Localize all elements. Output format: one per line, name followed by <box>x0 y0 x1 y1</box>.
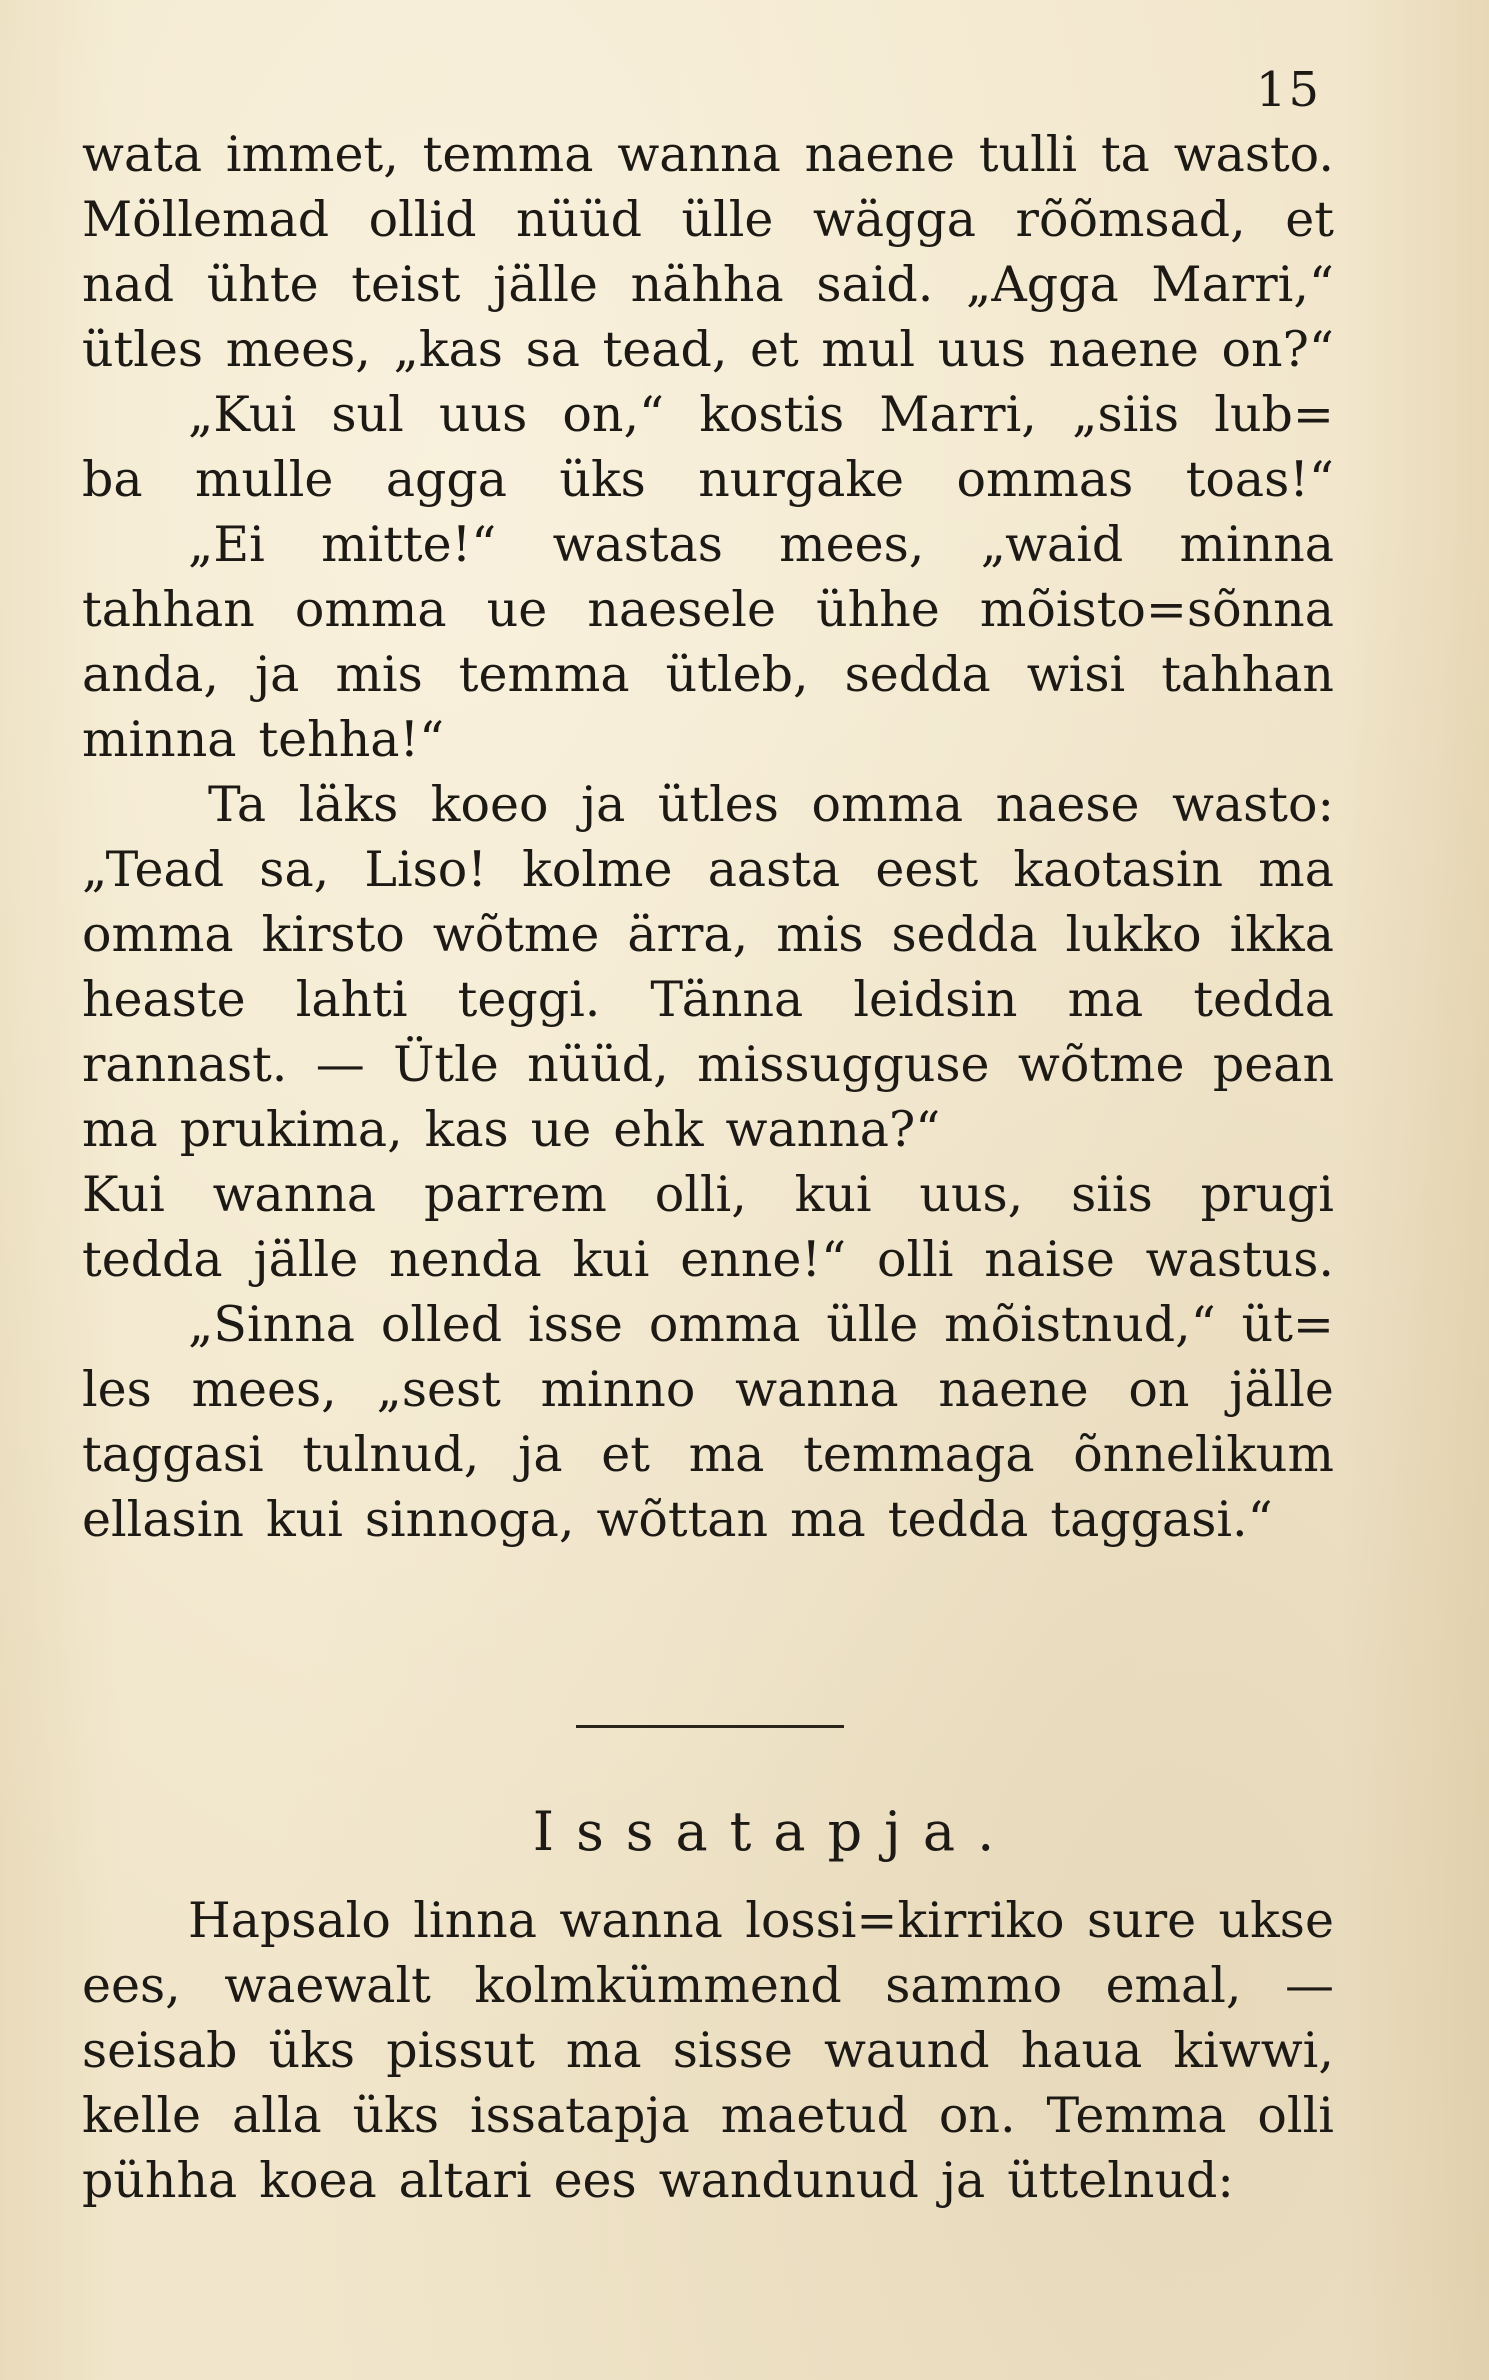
text-line: Ta läks koeo ja ütles omma naese wasto: <box>208 776 1334 833</box>
text-line: minna tehha!“ <box>82 711 445 768</box>
text-line: tahhan omma ue naesele ühhe mõisto=sõnna <box>82 581 1334 638</box>
text-line: Möllemad ollid nüüd ülle wägga rõõmsad, et <box>82 191 1334 248</box>
text-line: „Tead sa, Liso! kolme aasta eest kaotasin ma <box>82 841 1334 898</box>
text-line: nad ühte teist jälle nähha said. „Agga Marri,“ <box>82 256 1334 313</box>
text-line: heaste lahti teggi. Tänna leidsin ma tedda <box>82 971 1334 1028</box>
text-line: wata immet, temma wanna naene tulli ta wasto. <box>82 126 1334 183</box>
section-divider <box>576 1725 844 1728</box>
text-line: „Kui sul uus on,“ kostis Marri, „siis lub= <box>188 386 1334 443</box>
text-line: ees, waewalt kolmkümmend sammo emal, — <box>82 1957 1334 2014</box>
paragraph-block-new-story <box>82 1888 1334 2213</box>
text-line: tedda jälle nenda kui enne!“ olli naise wastus. <box>82 1231 1334 1288</box>
text-line: ma prukima, kas ue ehk wanna?“ <box>82 1101 941 1158</box>
text-line: „Ei mitte!“ wastas mees, „waid minna <box>188 516 1334 573</box>
paragraph-block-story-end <box>82 122 1334 1552</box>
text-line: taggasi tulnud, ja et ma temmaga õnnelikum <box>82 1426 1334 1483</box>
text-line: rannast. — Ütle nüüd, missugguse wõtme pean <box>82 1036 1334 1093</box>
text-line: ba mulle agga üks nurgake ommas toas!“ <box>82 451 1334 508</box>
text-line: ellasin kui sinnoga, wõttan ma tedda taggasi.“ <box>82 1491 1273 1548</box>
text-line: anda, ja mis temma ütleb, sedda wisi tahhan <box>82 646 1334 703</box>
text-line: seisab üks pissut ma sisse waund haua kiwwi, <box>82 2022 1334 2079</box>
text-line: ütles mees, „kas sa tead, et mul uus naene on?“ <box>82 321 1334 378</box>
text-line: Kui wanna parrem olli, kui uus, siis prugi <box>82 1166 1334 1223</box>
text-line: pühha koea altari ees wandunud ja üttelnud: <box>82 2152 1234 2209</box>
text-line: kelle alla üks issatapja maetud on. Temma olli <box>82 2087 1334 2144</box>
section-heading: Issatapja. <box>532 1800 1017 1863</box>
text-line: omma kirsto wõtme ärra, mis sedda lukko ikka <box>82 906 1334 963</box>
text-line: Hapsalo linna wanna lossi=kirriko sure ukse <box>188 1892 1334 1949</box>
page-number: 15 <box>1255 62 1321 118</box>
text-line: les mees, „sest minno wanna naene on jälle <box>82 1361 1334 1418</box>
text-line: „Sinna olled isse omma ülle mõistnud,“ üt= <box>188 1296 1334 1353</box>
